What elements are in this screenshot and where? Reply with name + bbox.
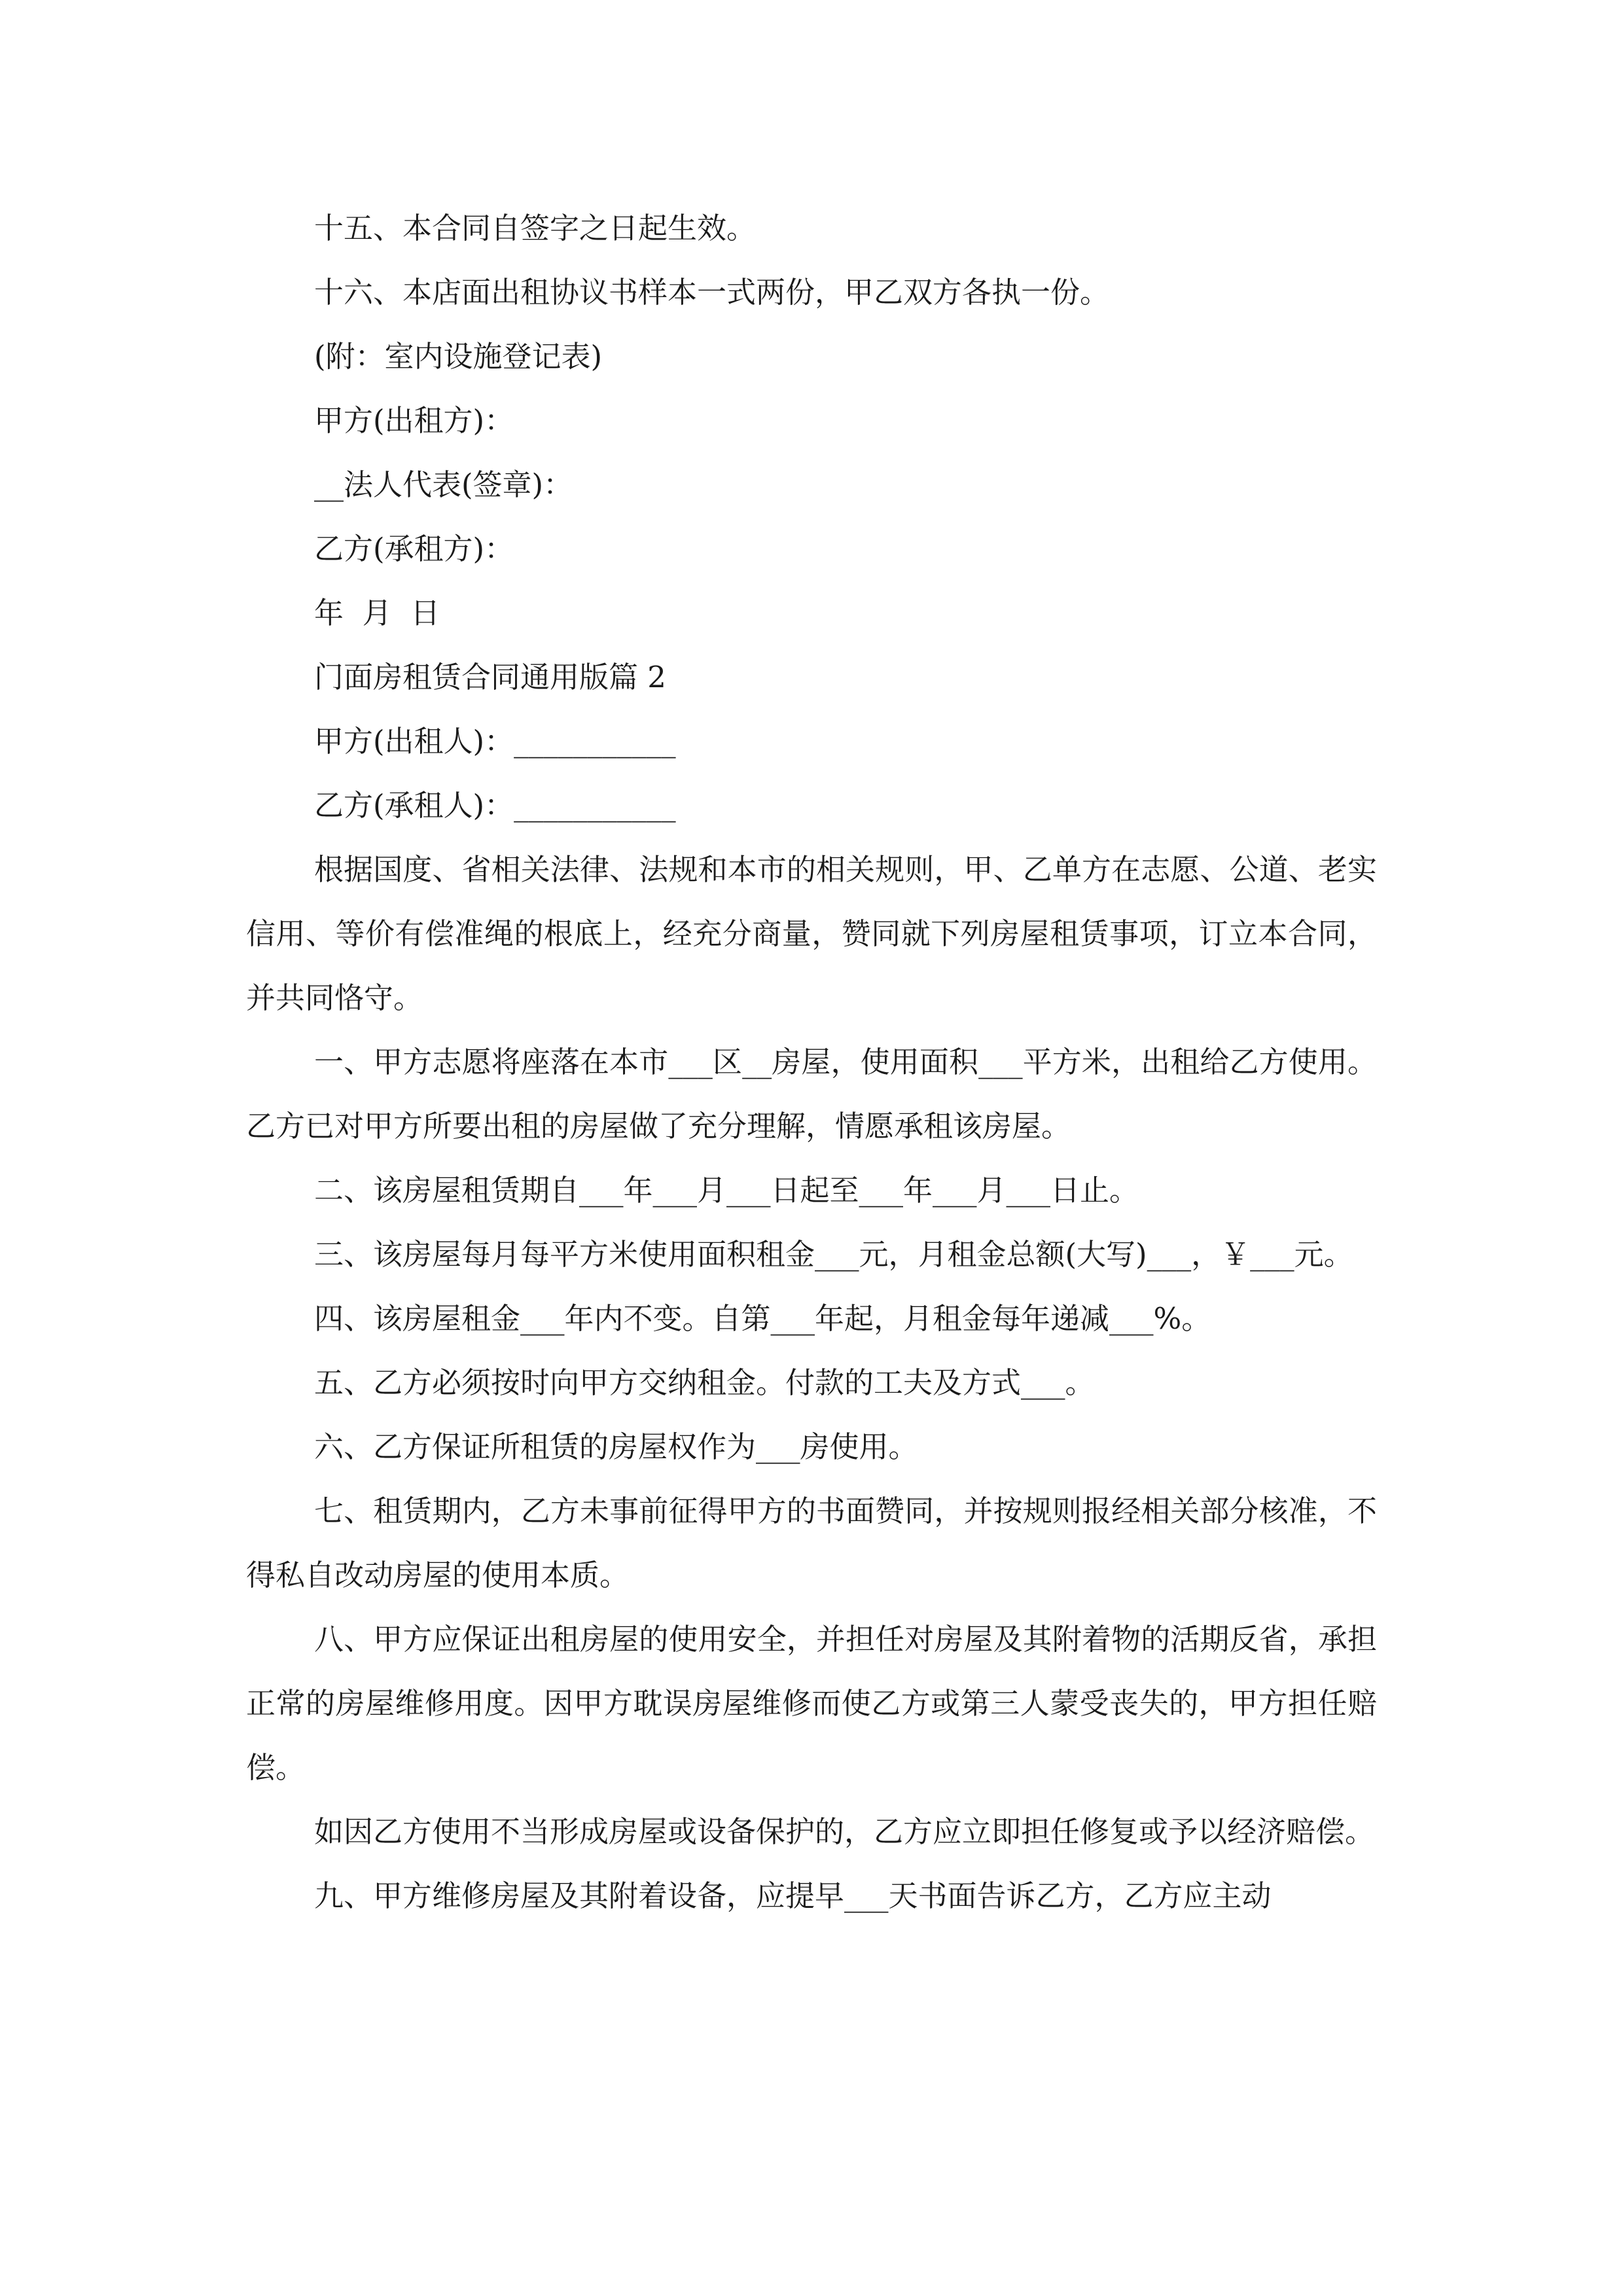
clause-7: 七、租赁期内，乙方未事前征得甲方的书面赞同，并按规则报经相关部分核准，不得私自改动房屋的使用本质。 <box>246 1494 1377 1592</box>
clause-8: 八、甲方应保证出租房屋的使用安全，并担任对房屋及其附着物的活期反省，承担正常的房屋维修用度。因甲方耽误房屋维修而使乙方或第三人蒙受丧失的，甲方担任赔偿。 <box>246 1622 1377 1785</box>
clause-16: 十六、本店面出租协议书样本一式两份，甲乙双方各执一份。 <box>314 275 1110 310</box>
section-title: 门面房租赁合同通用版篇 2 <box>314 660 666 694</box>
clause-15: 十五、本合同自签字之日起生效。 <box>314 211 757 245</box>
party-b-lessee-sign: 乙方(承租方)： <box>314 531 514 566</box>
clause-2: 二、该房屋租赁期自___年___月___日起至___年___月___日止。 <box>314 1173 1139 1208</box>
preamble-paragraph: 根据国度、省相关法律、法规和本市的相关规则，甲、乙单方在志愿、公道、老实信用、等价有偿准绳的根底上，经充分商量，赞同就下列房屋租赁事项，订立本合同，并共同恪守。 <box>246 852 1377 1015</box>
party-a-lessor-sign: 甲方(出租方)： <box>314 403 514 438</box>
attachment-note: (附：室内设施登记表) <box>314 339 603 374</box>
clause-3: 三、该房屋每月每平方米使用面积租金___元，月租金总额(大写)___，￥___元。 <box>314 1237 1353 1272</box>
clause-6: 六、乙方保证所租赁的房屋权作为___房使用。 <box>314 1429 918 1464</box>
signature-date: 年 月 日 <box>314 596 440 630</box>
clause-5: 五、乙方必须按时向甲方交纳租金。付款的工夫及方式___。 <box>314 1365 1095 1400</box>
clause-9: 九、甲方维修房屋及其附着设备，应提早___天书面告诉乙方，乙方应主动 <box>314 1878 1272 1913</box>
party-b-field: 乙方(承租人)：___________ <box>314 788 676 823</box>
document-body <box>246 196 1377 1928</box>
legal-representative-sign: __法人代表(签章)： <box>314 467 573 502</box>
clause-4: 四、该房屋租金___年内不变。自第___年起，月租金每年递减___%。 <box>314 1301 1211 1336</box>
party-a-field: 甲方(出租人)：___________ <box>314 724 676 759</box>
clause-1: 一、甲方志愿将座落在本市___区__房屋，使用面积___平方米，出租给乙方使用。乙方已对甲方所要出租的房屋做了充分理解，情愿承租该房屋。 <box>246 1045 1377 1143</box>
clause-8-continued: 如因乙方使用不当形成房屋或设备保护的，乙方应立即担任修复或予以经济赔偿。 <box>314 1814 1375 1849</box>
